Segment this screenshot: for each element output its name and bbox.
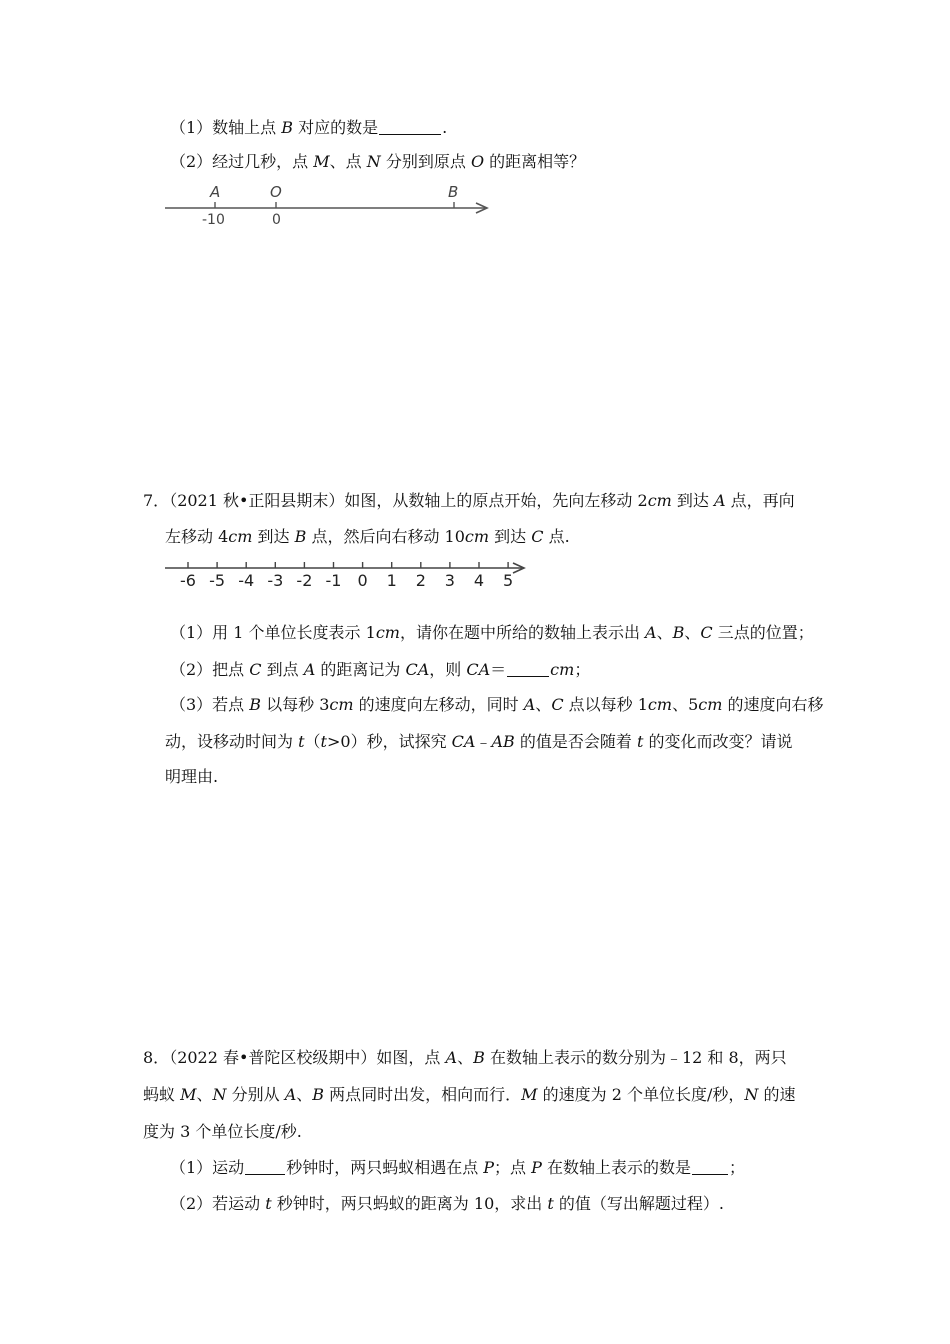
q6-number-line (160, 180, 500, 230)
question-number: 7． (143, 491, 170, 510)
q6-sub1: （1）数轴上点 B 对应的数是 . (170, 118, 448, 137)
q8-line2: 蚂蚁 M、N 分别从 A、B 两点同时出发，相向而行．M 的速度为 2 个单位长度/秒，N 的速 (143, 1085, 796, 1104)
tick-label: 2 (415, 571, 426, 590)
question-number: 8． (143, 1048, 170, 1067)
q7-sub1: （1）用 1 个单位长度表示 1cm，请你在题中所给的数轴上表示出 A、B、C 三点的位置； (170, 623, 814, 642)
tick-label: 5 (503, 571, 514, 590)
q7-line2: 左移动 4cm 到达 B 点，然后向右移动 10cm 到达 C 点. (165, 527, 570, 546)
point-O-label: O (270, 183, 282, 201)
q7-sub2: （2）把点 C 到点 A 的距离记为 CA，则 CA＝ cm； (170, 660, 591, 679)
tick-label: 1 (386, 571, 397, 590)
q7-number-line (160, 555, 540, 595)
q8-sub1: （1）运动 秒钟时，两只蚂蚁相遇在点 P；点 P 在数轴上表示的数是 ； (170, 1158, 746, 1177)
q6-sub2: （2）经过几秒，点 M、点 N 分别到原点 O 的距离相等？ (170, 152, 586, 171)
tick-label: -6 (180, 571, 196, 590)
q7-line1: 7．（2021 秋•正阳县期末）如图，从数轴上的原点开始，先向左移动 2cm 到达 A 点，再向 (143, 491, 795, 510)
point-A-label: A (210, 183, 221, 201)
point-B-label: B (448, 183, 459, 201)
q8-sub2: （2）若运动 t 秒钟时，两只蚂蚁的距离为 10，求出 t 的值（写出解题过程）. (170, 1194, 724, 1213)
tick-label: -5 (209, 571, 226, 590)
tick-label: -4 (238, 571, 255, 590)
point-A-value: -10 (202, 212, 225, 228)
q8-line3: 度为 3 个单位长度/秒. (143, 1122, 302, 1141)
tick-label: 0 (357, 571, 368, 590)
tick-label: 4 (473, 571, 485, 590)
answer-blank[interactable] (692, 1158, 728, 1175)
tick-label: -1 (325, 571, 342, 590)
answer-blank[interactable] (245, 1158, 285, 1175)
point-O-value: 0 (272, 212, 281, 228)
tick-label: -2 (296, 571, 313, 590)
q7-sub3-line2: 动，设移动时间为 t（t>0）秒，试探究 CA﹣AB 的值是否会随着 t 的变化而改变？请说 (165, 732, 793, 751)
q8-line1: 8．（2022 春•普陀区校级期中）如图，点 A、B 在数轴上表示的数分别为﹣12 和 8，两只 (143, 1048, 787, 1067)
answer-blank[interactable] (507, 660, 549, 677)
answer-blank[interactable] (379, 118, 441, 135)
tick-label: -3 (267, 571, 284, 590)
tick-label: 3 (444, 571, 455, 590)
q7-sub3-line3: 明理由. (165, 767, 219, 786)
q7-sub3-line1: （3）若点 B 以每秒 3cm 的速度向左移动，同时 A、C 点以每秒 1cm、5cm 的速度向右移 (170, 695, 824, 714)
